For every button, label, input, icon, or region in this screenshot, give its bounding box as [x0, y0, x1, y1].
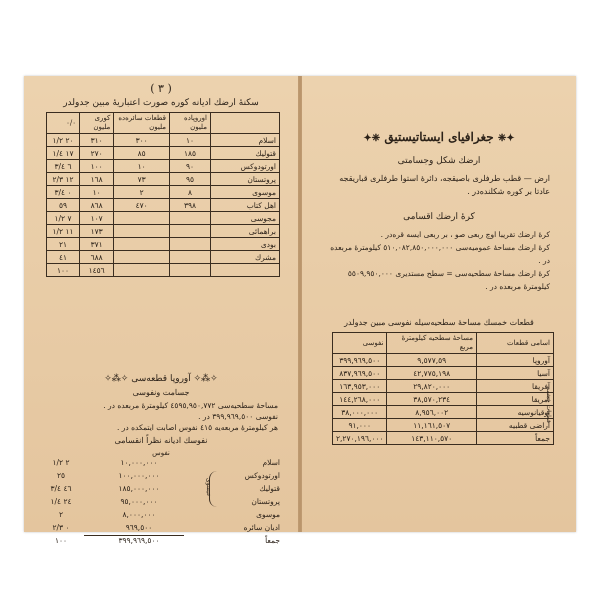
row-continent: اراضى قطبيه: [477, 419, 554, 432]
col-header-population: نفوسى: [333, 333, 387, 354]
col-header-other: قطعات سائره‌ده مليون: [114, 113, 170, 134]
religion-value: ٩٥,٠٠٠,٠٠٠: [120, 497, 158, 506]
book-spread: [24, 76, 576, 545]
row-total: ١٠: [80, 186, 114, 199]
europe-text: [46, 400, 278, 433]
table-row: [333, 380, 554, 393]
table-row: [47, 199, 280, 212]
row-name: بودى: [211, 238, 280, 251]
row-other: ١٠: [114, 160, 170, 173]
row-continent: آوروپا: [477, 354, 554, 367]
col-header-name: [211, 113, 280, 134]
row-name: مجوسى: [211, 212, 280, 225]
europe-subtitle: جسامت ونفوسى: [132, 388, 190, 397]
row-continent: آمريقا: [477, 393, 554, 406]
table-row: [47, 264, 280, 277]
page-title-text: جغرافياى ايستاتيستيق: [384, 130, 494, 144]
row-name: اسلام: [211, 134, 280, 147]
row-total: ٨٦٨: [80, 199, 114, 212]
table-row: [47, 134, 280, 147]
ornament-icon: ✧⁂✧: [104, 374, 129, 384]
row-name: [211, 264, 280, 277]
row-europe: ٩٥: [170, 173, 211, 186]
religion-value: ٣٩٩,٩٦٩,٥٠٠: [118, 536, 160, 545]
population-table-title: سكنهٔ ارضك اديانه كوره صورت اعتباريهٔ مبين جدولدر: [63, 98, 259, 108]
row-continent: آسيا: [477, 367, 554, 380]
row-europe: ١٨٥: [170, 147, 211, 160]
row-percent: ١٧ ١/٤: [47, 147, 80, 160]
row-area: ١٤٣,١١٠,٥٧٠: [387, 432, 477, 445]
continents-table: [332, 332, 554, 445]
religion-value: ١٠٠,٠٠٠,٠٠٠: [118, 471, 160, 480]
row-area: ١١,١٦١,٥٠٧: [387, 419, 477, 432]
europe-population-line: نفوسى ٣٩٩,٩٦٩,٥٠٠ در .: [198, 412, 278, 421]
row-name: موسوى: [211, 186, 280, 199]
table-row: [333, 432, 554, 445]
row-continent: اوقيانوسيه: [477, 406, 554, 419]
row-other: ٧٣: [114, 173, 170, 186]
row-europe: [170, 212, 211, 225]
row-population: ٣٩٩,٩٦٩,٥٠٠: [333, 354, 387, 367]
row-total: ٣٧١: [80, 238, 114, 251]
table-row: [47, 238, 280, 251]
row-percent: ٦ ٣/٤: [47, 160, 80, 173]
row-other: ٨٥: [114, 147, 170, 160]
row-name: مشرك: [211, 251, 280, 264]
row-population: ١٦٣,٩٥٣,٠٠٠: [333, 380, 387, 393]
page-title: [302, 130, 576, 144]
col-header-continent: اسامى قطعات: [477, 333, 554, 354]
row-total: ١٤٥٦: [80, 264, 114, 277]
col-header-europe: اوروپاده مليون: [170, 113, 211, 134]
row-europe: ٨: [170, 186, 211, 199]
religion-value: ١٠,٠٠٠,٠٠٠: [120, 458, 158, 467]
religion-value: ١٨٥,٠٠٠,٠٠٠: [118, 484, 160, 493]
row-area: ٣٨,٥٧٠,٢٣٤: [387, 393, 477, 406]
religion-percent: ٢: [58, 510, 64, 519]
col-header-percent: ٠/٠: [47, 113, 80, 134]
europe-section-title: [24, 374, 298, 384]
sum-rule: [84, 535, 184, 536]
right-page: [302, 76, 576, 532]
paragraph-shape: ارض — قطب طرفلرى باصيقجه، دائرهٔ استوا طرفلرى قباريقجه عادتا بر كوره شكلنده‌در .: [339, 174, 550, 196]
page-number: ( ٣ ): [150, 82, 172, 95]
row-europe: ٩٠: [170, 160, 211, 173]
continents-table-title: قطعات خمسك مساحهٔ سطحيه‌سيله نفوسى مبين جدولدر: [344, 318, 534, 327]
row-percent: ١٢ ٢/٣: [47, 173, 80, 186]
row-population: ٢,٢٧٠,١٩٦,٠٠٠: [333, 432, 387, 445]
col-header-area: مساحهٔ سطحيه كيلومترهٔ مربع: [387, 333, 477, 354]
row-other: [114, 238, 170, 251]
row-other: ٢: [114, 186, 170, 199]
row-total: ٢٧٠: [80, 147, 114, 160]
divisions-line-3: كرهٔ ارضك مساحهٔ سطحيه‌سى = سطح مستديرى ٥٥٠٩,٩٥٠,٠٠٠ كيلومترهٔ مربعده در .: [347, 269, 550, 291]
religion-value: ٨,٠٠٠,٠٠٠: [122, 510, 156, 519]
row-europe: [170, 251, 211, 264]
table-row: [47, 251, 280, 264]
ornament-icon: ❈✦: [363, 133, 381, 144]
row-name: قتوليك: [211, 147, 280, 160]
row-percent: ١٠٠: [47, 264, 80, 277]
row-percent: ٧ ١/٢: [47, 212, 80, 225]
row-europe: ٣٩٨: [170, 199, 211, 212]
row-continent: جمعاً: [477, 432, 554, 445]
row-total: ١٠٧: [80, 212, 114, 225]
table-row: [333, 393, 554, 406]
table-row: [47, 173, 280, 186]
row-percent: ١١ ١/٢: [47, 225, 80, 238]
paragraph-divisions: [328, 228, 550, 293]
section-heading-divisions: كرهٔ ارضك اقسامى: [403, 212, 475, 222]
religion-percent: ٢٤ ١/٤: [50, 497, 72, 506]
table-row: [47, 212, 280, 225]
row-total: ٦٨٨: [80, 251, 114, 264]
europe-density-line: هر كيلومترهٔ مربعه‌يه ٤١٥ نفوس اصابت ايتمكده در .: [116, 423, 278, 432]
row-percent: ٢١: [47, 238, 80, 251]
left-page: [24, 76, 298, 545]
row-total: ٣١٠: [80, 134, 114, 147]
table-row: [333, 354, 554, 367]
row-population: ١٤٤,٢٦٨,٠٠٠: [333, 393, 387, 406]
row-other: [114, 225, 170, 238]
row-name: پروتستان: [211, 173, 280, 186]
row-area: ٩,٥٧٧,٥٩: [387, 354, 477, 367]
row-other: [114, 264, 170, 277]
row-europe: [170, 264, 211, 277]
row-other: ٤٧٠: [114, 199, 170, 212]
table-row: [333, 419, 554, 432]
table-row: [333, 406, 554, 419]
row-total: ١٦٨: [80, 173, 114, 186]
row-continent: آفريقا: [477, 380, 554, 393]
row-total: ١٧٣: [80, 225, 114, 238]
continents-side-label: قطعات خمسه: [545, 387, 552, 423]
row-percent: ٥٩: [47, 199, 80, 212]
divisions-line-1: كرهٔ ارضك تقريبا اوچ ربعى صو ، بر ربعى ايسه قره‌در .: [380, 230, 550, 239]
religion-name: موسوى: [256, 510, 280, 519]
row-percent: ٢٠ ١/٢: [47, 134, 80, 147]
section-heading-shape: ارضك شكل وجسامتى: [397, 156, 481, 166]
list-item: [46, 471, 280, 484]
row-area: ٨,٩٥٦,٠٠٢: [387, 406, 477, 419]
religion-percent: ٢٥: [56, 471, 66, 480]
row-total: ١٠٠: [80, 160, 114, 173]
divisions-line-2: كرهٔ ارضك مساحهٔ عموميه‌سى ٥١٠,٠٨٢,٨٥٠,٠٠٠,٠٠٠ كيلومترهٔ مربعده در .: [330, 243, 550, 265]
list-item: [46, 458, 280, 471]
row-other: ٣٠٠: [114, 134, 170, 147]
religion-percent: ٤٦ ٣/٤: [50, 484, 72, 493]
row-population: ٩١,٠٠٠: [333, 419, 387, 432]
ornament-icon: ✦❈: [497, 133, 515, 144]
row-name: اورتودوكس: [211, 160, 280, 173]
list-item: [46, 510, 280, 523]
table-row: [47, 225, 280, 238]
col-header-total: كورى مليون: [80, 113, 114, 134]
religion-value: ٩٦٩,٥٠٠: [125, 523, 153, 532]
table-row: [47, 160, 280, 173]
religion-percent: ٠ ٢/٣: [52, 523, 70, 532]
list-item: [46, 484, 280, 497]
row-percent: ٠ ٣/٤: [47, 186, 80, 199]
brace-label: عيسوى: [205, 478, 212, 497]
row-europe: ١٠: [170, 134, 211, 147]
row-other: [114, 212, 170, 225]
table-row: [47, 186, 280, 199]
europe-title-text: آوروپا قطعه‌سى: [131, 374, 191, 384]
europe-column-label: نفوس: [152, 449, 170, 457]
row-name: اهل كتاب: [211, 199, 280, 212]
europe-religion-list: [46, 458, 280, 549]
population-table: [46, 112, 280, 277]
row-population: ٣٨,٠٠٠,٠٠٠: [333, 406, 387, 419]
row-area: ٢٩,٨٢٠,٠٠٠: [387, 380, 477, 393]
row-population: ٨٣٧,٩٦٩,٥٠٠: [333, 367, 387, 380]
table-row: [47, 147, 280, 160]
religion-name: قتوليك: [259, 484, 280, 493]
europe-division-heading: نفوسك اديانه نظراً انقسامى: [114, 436, 208, 445]
religion-name: پروتستان: [251, 497, 280, 506]
list-item: [46, 497, 280, 510]
religion-percent: ١٠٠: [54, 536, 68, 545]
religion-name: اورتودوكس: [244, 471, 280, 480]
europe-area-line: مساحهٔ سطحيه‌سى ٤٥٩٥,٩٥٠,٧٧٢ كيلومترهٔ مربعده در .: [103, 401, 278, 410]
religion-name: اديان سائره: [243, 523, 280, 532]
row-europe: [170, 238, 211, 251]
row-area: ٤٢,٧٧٥,١٩٨: [387, 367, 477, 380]
list-item: [46, 536, 280, 549]
religion-name: اسلام: [262, 458, 280, 467]
religion-name: جمعاً: [265, 536, 280, 545]
religion-percent: ٢ ١/٢: [52, 458, 70, 467]
ornament-icon: ✧⁂✧: [193, 374, 218, 384]
table-row: [333, 367, 554, 380]
row-percent: ٤١: [47, 251, 80, 264]
row-europe: [170, 225, 211, 238]
row-other: [114, 251, 170, 264]
row-name: براهمائى: [211, 225, 280, 238]
